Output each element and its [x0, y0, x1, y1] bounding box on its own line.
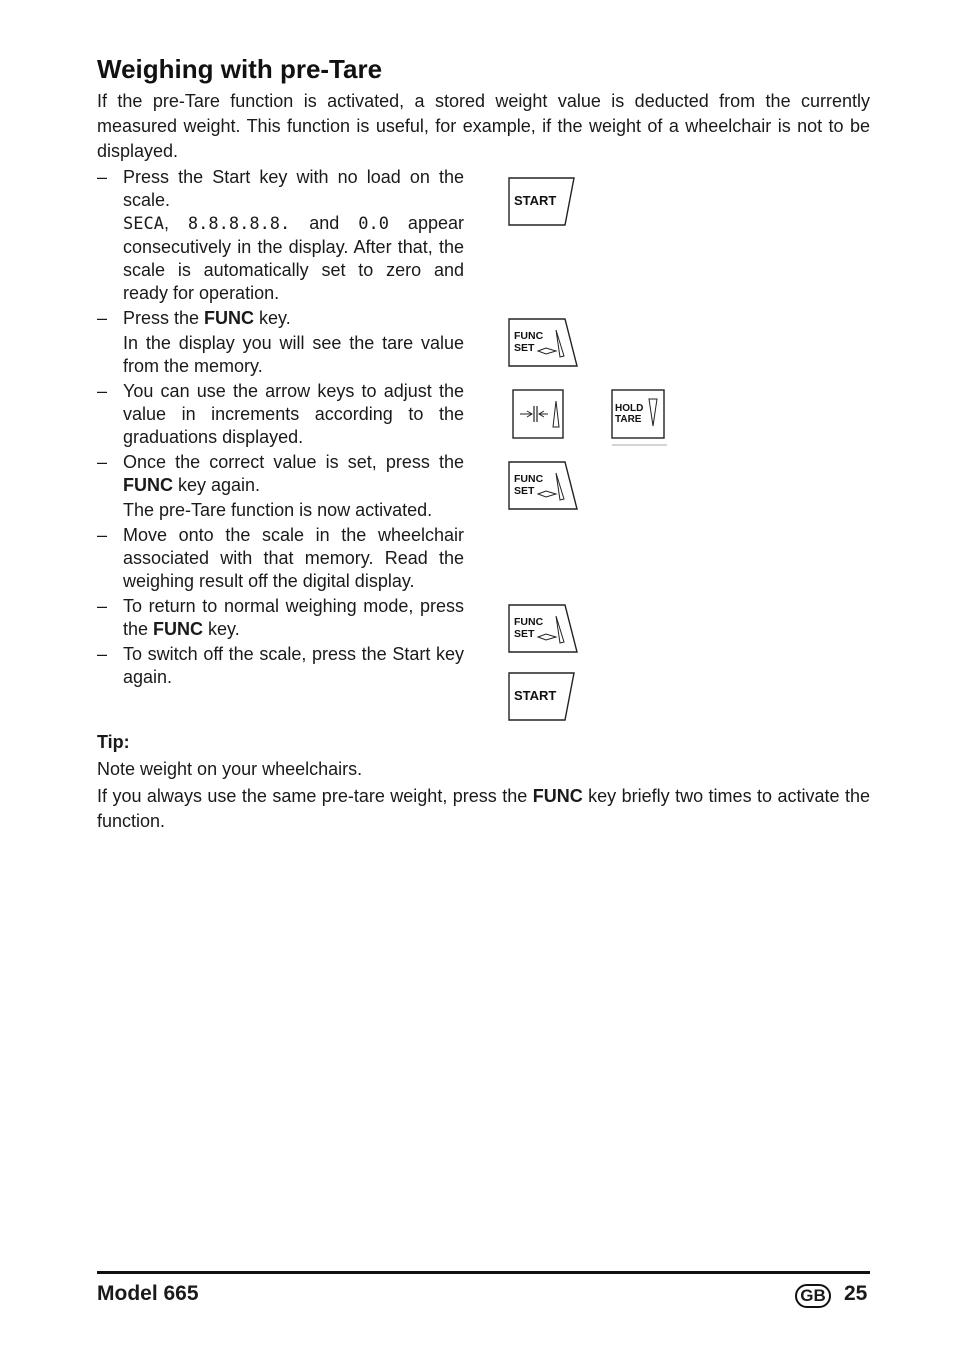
func-set-key-illustration — [508, 461, 578, 509]
step-1 — [97, 166, 464, 305]
tip-heading: Tip: — [97, 732, 130, 752]
step-4-text — [123, 451, 464, 497]
step-dash: – — [97, 596, 108, 616]
step-6-post: key. — [203, 619, 240, 639]
step-dash: – — [97, 644, 108, 664]
step-dash: – — [97, 167, 108, 187]
step-1-rest: appear consecutively in the display. After that, the scale is automatically set to zero and ready for operation. — [123, 213, 464, 303]
step-6 — [97, 595, 464, 641]
tip-line-2-post: key briefly two times to activate the function. — [97, 786, 870, 831]
step-3-text: You can use the arrow keys to adjust the value in increments according to the graduations displayed. — [123, 381, 464, 447]
set-key-label: SET — [514, 628, 535, 640]
step-2-pre: Press the — [123, 308, 205, 328]
step-2-sub: In the display you will see the tare value from the memory. — [123, 333, 464, 376]
tip-line-1: Note weight on your wheelchairs. — [97, 759, 363, 779]
func-key-name: FUNC — [153, 619, 204, 639]
hold-key-label: HOLD — [615, 403, 644, 414]
step-5-text: Move onto the scale in the wheelchair associated with that memory. Read the weighing result off the digital display. — [123, 525, 464, 591]
start-key-label: START — [514, 193, 557, 208]
func-key-label: FUNC — [514, 616, 544, 628]
page-number: 25 — [844, 1282, 868, 1305]
step-7 — [97, 643, 464, 689]
func-set-key-illustration — [508, 318, 578, 366]
step-dash: – — [97, 381, 108, 401]
separator-and: and — [290, 213, 359, 233]
display-seca: SECA — [123, 214, 164, 234]
set-key-label: SET — [514, 485, 535, 497]
step-dash: – — [97, 308, 108, 328]
instruction-steps — [97, 166, 464, 689]
step-6-text — [123, 595, 464, 641]
step-2-post: key. — [254, 308, 291, 328]
func-key-name: FUNC — [123, 475, 173, 495]
zero-arrow-icon — [512, 389, 564, 439]
page-title: Weighing with pre-Tare — [97, 54, 383, 84]
step-7-text: To switch off the scale, press the Start key again. — [123, 644, 464, 687]
step-4 — [97, 451, 464, 522]
step-4-pre: Once the correct value is set, press the — [123, 452, 464, 472]
footer-divider — [97, 1271, 870, 1274]
func-set-key-illustration — [508, 604, 578, 652]
func-key-label: FUNC — [514, 473, 544, 485]
tip-line-2-pre: If you always use the same pre-tare weight, press the — [97, 786, 533, 806]
step-4-sub: The pre-Tare function is now activated. — [123, 500, 433, 520]
display-zero: 0.0 — [358, 214, 389, 234]
footer-model: Model 665 — [97, 1282, 199, 1305]
arrow-zero-key-illustration — [512, 389, 564, 439]
separator: , — [163, 213, 188, 233]
start-key-illustration — [508, 177, 576, 225]
tip-line-2 — [97, 784, 870, 834]
step-1-text: Press the Start key with no load on the scale. — [123, 167, 464, 210]
func-key-name: FUNC — [204, 308, 255, 328]
step-dash: – — [97, 525, 108, 545]
set-key-label: SET — [514, 342, 535, 354]
step-3 — [97, 380, 464, 449]
func-key-name: FUNC — [532, 786, 583, 806]
step-6-pre: To return to normal weighing mode, press the — [123, 596, 464, 639]
step-4-post: key again. — [173, 475, 261, 495]
step-dash: – — [97, 452, 108, 472]
step-2 — [97, 307, 464, 378]
step-2-text — [123, 307, 464, 330]
start-key-illustration — [508, 672, 576, 720]
step-1-display-text — [123, 212, 464, 305]
hold-tare-key-illustration — [611, 389, 665, 441]
start-key-label: START — [514, 688, 557, 703]
tare-key-label: TARE — [615, 414, 642, 425]
language-badge: GB — [795, 1284, 831, 1308]
intro-paragraph: If the pre-Tare function is activated, a stored weight value is deducted from the currently measured weight. This function is useful, for example, if the weight of a wheelchair is not to be displayed. — [97, 91, 870, 161]
func-key-label: FUNC — [514, 330, 544, 342]
step-5 — [97, 524, 464, 593]
display-test-segments: 8.8.8.8.8. — [187, 214, 291, 234]
